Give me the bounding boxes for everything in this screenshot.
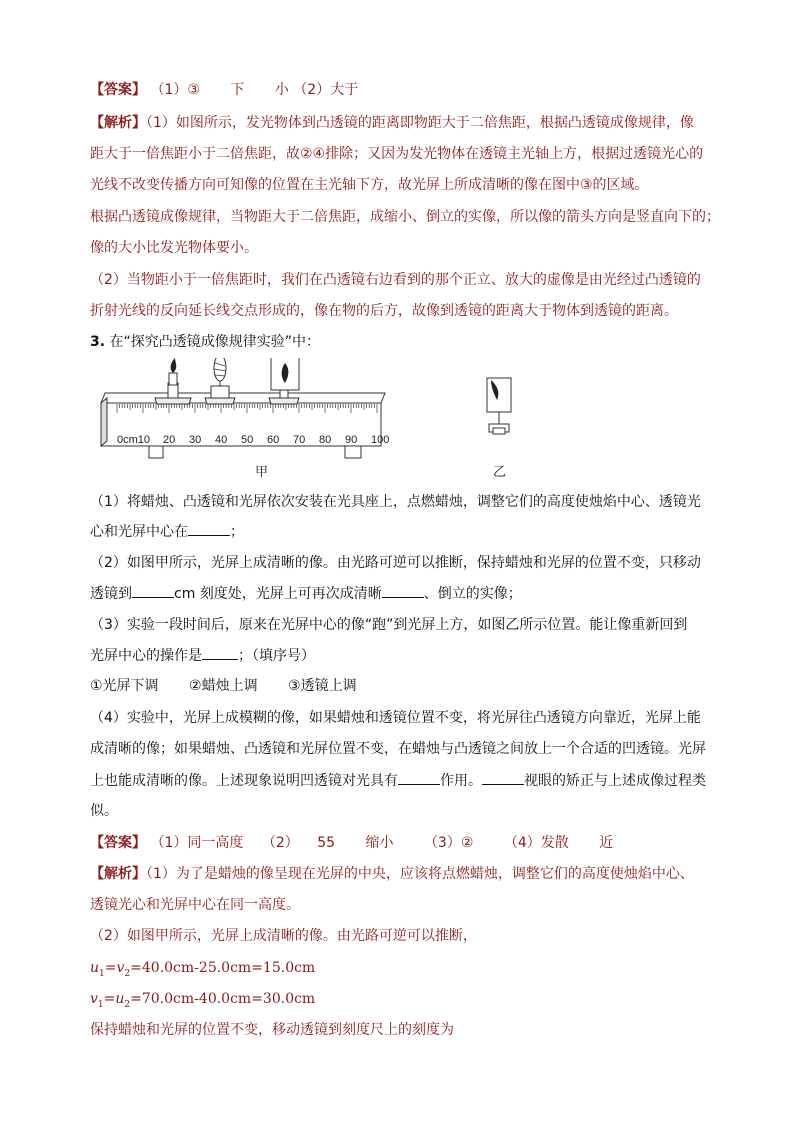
q3-text: 视眼的矫正与上述成像过程类 [524, 773, 706, 789]
q3-part3-line: （3）实验一段时间后，原来在光屏中心的像“跑”到光屏上方，如图乙所示位置。能让像重新回到 [90, 617, 688, 633]
bench-side [101, 398, 107, 446]
q3-text: 透镜到 [90, 586, 132, 602]
q3-text: cm 刻度处，光屏上可再次成清晰 [174, 586, 382, 602]
q3-part4-line3 [90, 770, 706, 791]
analysis-line: 距大于一倍焦距小于二倍焦距，故②④排除；又因为发光物体在透镜主光轴上方，根据过透镜光心的 [90, 146, 704, 162]
analysis-tag: 【解析】 [90, 866, 146, 882]
formula-text: =40.0cm-25.0cm=15.0cm [130, 960, 316, 976]
option-item: ①光屏下调 [90, 678, 159, 694]
ruler-tick-label: 90 [345, 434, 358, 446]
q3-part3-line2 [90, 645, 315, 666]
q3-part2-line: （2）如图甲所示，光屏上成清晰的像。由光路可逆可以推断，保持蜡烛和光屏的位置不变，只移动 [90, 555, 701, 571]
ruler-start-label: 0cm10 [117, 434, 151, 446]
q3-options [90, 676, 357, 696]
analysis-line: 根据凸透镜成像规律，当物距大于二倍焦距，成缩小、倒立的实像，所以像的箭头方向是竖直向下的； [90, 209, 720, 225]
answer-tag: 【答案】 [90, 835, 146, 851]
answer-blank[interactable] [188, 521, 230, 536]
q3-text: 光屏中心的操作是 [90, 648, 202, 664]
question-number: 3. [90, 334, 106, 350]
answer-part: 近 [599, 835, 614, 851]
q3-part4-line2: 成清晰的像；如果蜡烛、凸透镜和光屏位置不变，在蜡烛与凸透镜之间放上一个合适的凹透镜。光屏 [90, 741, 706, 757]
bench-top [101, 393, 385, 403]
q3-text: 上也能成清晰的像。上述现象说明凹透镜对光具有 [90, 773, 398, 789]
formula-text: =70.0cm-40.0cm=30.0cm [130, 991, 316, 1007]
q3-part4-line4: 似。 [90, 803, 118, 819]
screen-figure-b [487, 378, 511, 434]
answer-part: 小 [274, 82, 289, 98]
formula-line: $u_1=v_2=40.0cm-25.0cm=15.0cm$ [90, 960, 316, 979]
answer-part: 55 [317, 835, 336, 851]
question-text: 在“探究凸透镜成像规律实验”中： [109, 334, 321, 350]
answer-part: 下 [230, 82, 245, 98]
ruler-tick-label: 60 [267, 434, 280, 446]
q3-part2-line2 [90, 583, 522, 604]
analysis-line: 折射光线的反向延长线交点形成的，像在物的后方，故像到透镜的距离大于物体到透镜的距离。 [90, 303, 678, 319]
analysis-text: （1）如图所示，发光物体到凸透镜的距离即物距大于二倍焦距，根据凸透镜成像规律，像 [146, 115, 694, 131]
analysis-tag: 【解析】 [90, 115, 146, 131]
answer-blank[interactable] [398, 770, 440, 785]
analysis-text: （1）为了是蜡烛的像呈现在光屏的中央，应该将点燃蜡烛，调整它们的高度使烛焰中心、 [146, 866, 694, 882]
q3-part4-line: （4）实验中，光屏上成模糊的像，如果蜡烛和透镜位置不变，将光屏往凸透镜方向靠近，光屏上能 [90, 710, 701, 726]
answer-blank[interactable] [202, 645, 238, 660]
ruler-tick-label: 100 [371, 434, 390, 446]
figure-label-a: 甲 [255, 464, 269, 479]
answer-part: 缩小 [365, 835, 394, 851]
figure-label-b: 乙 [493, 464, 507, 479]
bench-foot-right [345, 446, 361, 458]
bench-foot-left [149, 446, 163, 458]
answer-part: （2）大于 [293, 82, 359, 98]
q3-text: 心和光屏中心在 [90, 524, 188, 540]
answer-tag: 【答案】 [90, 82, 146, 98]
analysis-line [90, 864, 694, 884]
option-item: ③透镜上调 [288, 678, 357, 694]
answer-part: （3）② [423, 835, 474, 851]
analysis-line: 保持蜡烛和光屏的位置不变，移动透镜到刻度尺上的刻度为 [90, 1022, 454, 1038]
ruler-tick-label: 50 [241, 434, 254, 446]
answer-line-2 [90, 833, 613, 853]
option-item: ②蜡烛上调 [189, 678, 258, 694]
ruler-tick-label: 20 [163, 434, 176, 446]
analysis-line: 透镜光心和光屏中心在同一高度。 [90, 897, 300, 913]
answer-blank[interactable] [132, 583, 174, 598]
q3-text: ；（填序号） [238, 648, 315, 664]
analysis-line: （2）如图甲所示，光屏上成清晰的像。由光路可逆可以推断， [90, 928, 477, 944]
ruler-tick-label: 30 [189, 434, 202, 446]
q3-text: 作用。 [440, 773, 482, 789]
analysis-line: 像的大小比发光物体要小。 [90, 240, 258, 256]
answer-line-1 [90, 80, 358, 100]
analysis-line [90, 113, 694, 133]
analysis-line: 光线不改变传播方向可知像的位置在主光轴下方，故光屏上所成清晰的像在图中③的区域。 [90, 177, 649, 193]
optical-bench-figure [95, 358, 535, 488]
answer-part: （4）发散 [503, 835, 569, 851]
question-stem [90, 332, 320, 352]
q3-text: 、倒立的实像； [423, 586, 522, 602]
ruler-tick-label: 40 [215, 434, 228, 446]
q3-part1-line2 [90, 521, 244, 542]
answer-part: （1）③ [150, 82, 200, 98]
answer-blank[interactable] [482, 770, 524, 785]
ruler-tick-labels [163, 434, 389, 446]
q3-text: ； [230, 524, 244, 540]
analysis-line: （2）当物距小于一倍焦距时，我们在凸透镜右边看到的那个正立、放大的虚像是由光经过凸透镜的 [90, 272, 701, 288]
answer-part: （2） [261, 835, 299, 851]
ruler-tick-label: 80 [319, 434, 332, 446]
q3-part1-line: （1）将蜡烛、凸透镜和光屏依次安装在光具座上，点燃蜡烛，调整它们的高度使烛焰中心、透镜光 [90, 494, 701, 510]
ruler-tick-label: 70 [293, 434, 306, 446]
answer-blank[interactable] [382, 583, 424, 598]
formula-line: $v_1=u_2=70.0cm-40.0cm=30.0cm$ [90, 991, 316, 1010]
answer-part: （1）同一高度 [150, 835, 244, 851]
